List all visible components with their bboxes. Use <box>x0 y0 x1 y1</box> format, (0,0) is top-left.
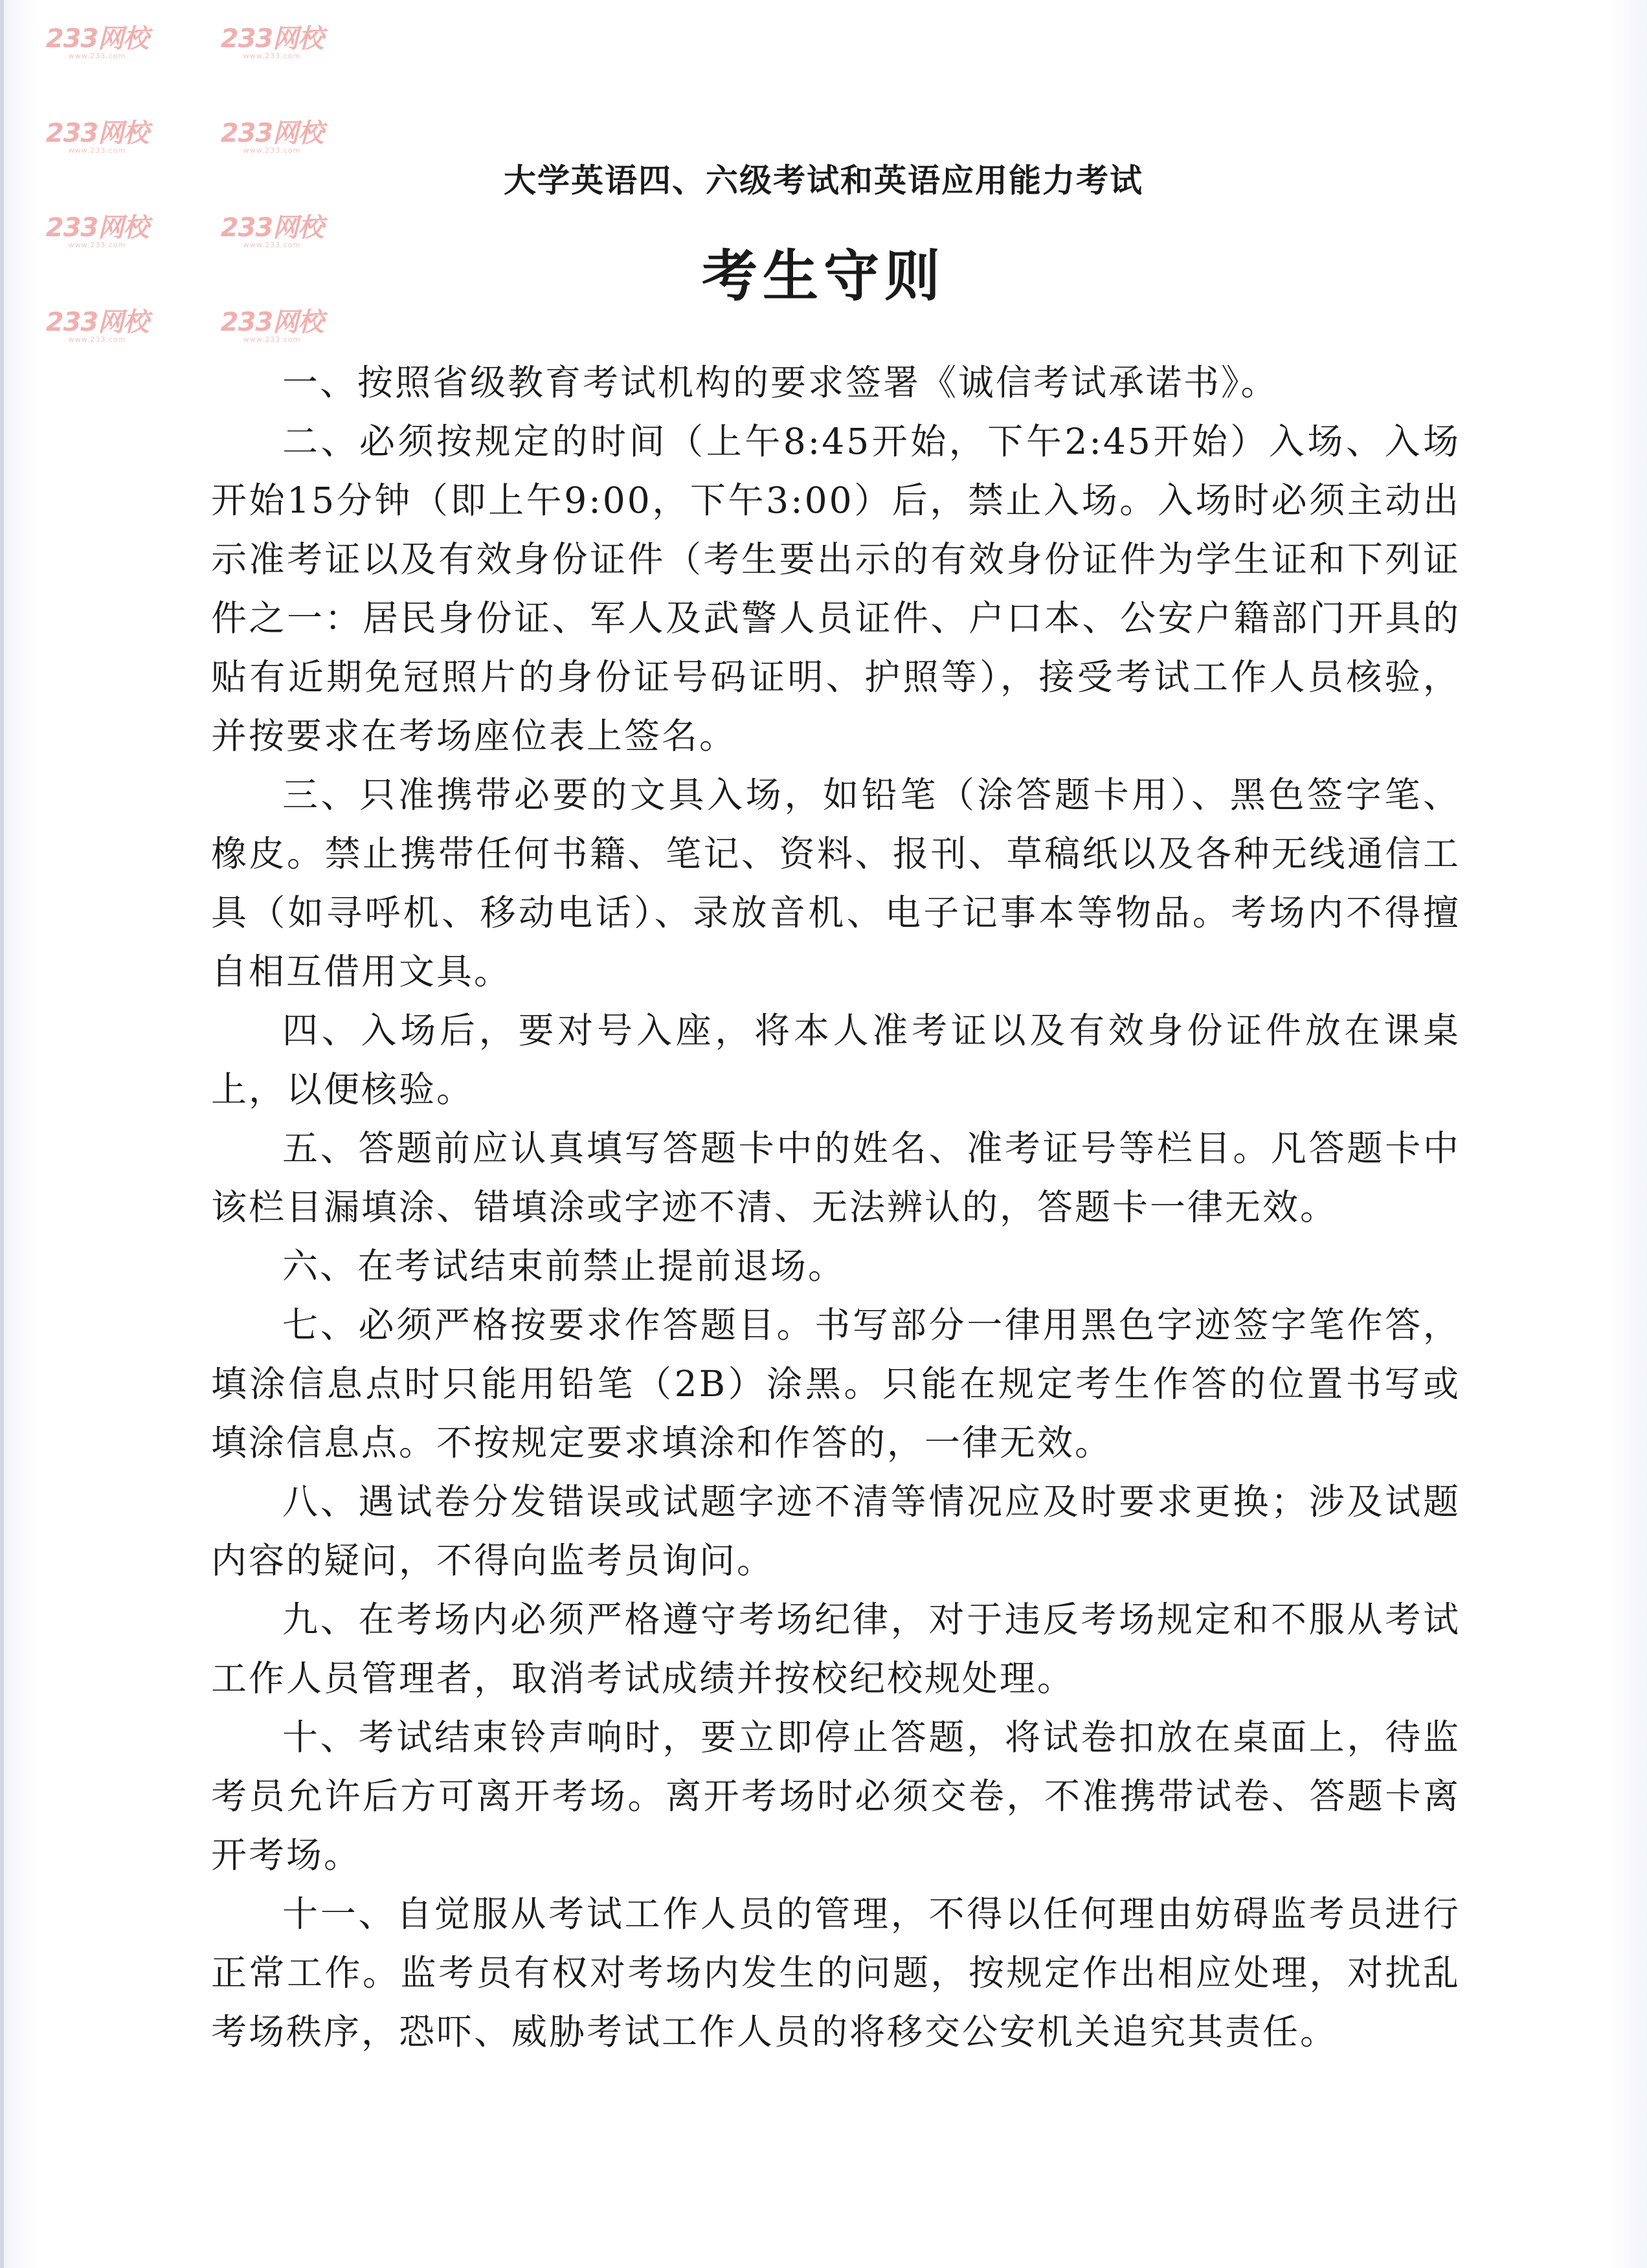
rules-body <box>211 353 1461 2062</box>
watermark-logo: 233网校 www.233.com <box>220 307 324 344</box>
watermark-logo: 233网校 www.233.com <box>45 213 149 249</box>
rule-paragraph: 三、只准携带必要的文具入场，如铅笔（涂答题卡用）、黑色签字笔、橡皮。禁止携带任何书籍、笔记、资料、报刊、草稿纸以及各种无线通信工具（如寻呼机、移动电话）、录放音机、电子记事本等物品。考场内不得擅自相互借用文具。 <box>211 774 1461 992</box>
rule-paragraph: 四、入场后，要对号入座，将本人准考证以及有效身份证件放在课桌上，以便核验。 <box>211 1010 1461 1110</box>
rule-paragraph: 八、遇试卷分发错误或试题字迹不清等情况应及时要求更换；涉及试题内容的疑问，不得向监考员询问。 <box>211 1481 1461 1581</box>
document-header: 大学英语四、六级考试和英语应用能力考试 <box>504 161 1143 199</box>
watermark-logo: 233网校 www.233.com <box>45 24 149 60</box>
rule-paragraph: 十、考试结束铃声响时，要立即停止答题，将试卷扣放在桌面上，待监考员允许后方可离开考场。离开考场时必须交卷，不准携带试卷、答题卡离开考场。 <box>211 1717 1461 1876</box>
watermark-logo: 233网校 www.233.com <box>45 118 149 155</box>
watermark-logo: 233网校 www.233.com <box>220 213 324 249</box>
rule-paragraph: 二、必须按规定的时间（上午8:45开始，下午2:45开始）入场、入场开始15分钟（即上午9:00，下午3:00）后，禁止入场。入场时必须主动出示准考证以及有效身份证件（考生要出示的有效身份证件为学生证和下列证件之一：居民身份证、军人及武警人员证件、户口本、公安户籍部门开具的贴有近期免冠照片的身份证号码证明、护照等），接受考试工作人员核验，并按要求在考场座位表上签名。 <box>211 421 1461 757</box>
rule-paragraph: 九、在考场内必须严格遵守考场纪律，对于违反考场规定和不服从考试工作人员管理者，取消考试成绩并按校纪校规处理。 <box>211 1599 1461 1699</box>
watermark-logo: 233网校 www.233.com <box>220 118 324 155</box>
rule-paragraph: 五、答题前应认真填写答题卡中的姓名、准考证号等栏目。凡答题卡中该栏目漏填涂、错填涂或字迹不清、无法辨认的，答题卡一律无效。 <box>211 1128 1461 1228</box>
page-edge-shadow <box>0 0 4 2268</box>
rule-paragraph: 十一、自觉服从考试工作人员的管理，不得以任何理由妨碍监考员进行正常工作。监考员有权对考场内发生的问题，按规定作出相应处理，对扰乱考场秩序，恐吓、威胁考试工作人员的将移交公安机关追究其责任。 <box>211 1893 1461 2052</box>
rule-paragraph: 一、按照省级教育考试机构的要求签署《诚信考试承诺书》。 <box>282 362 1279 403</box>
rule-paragraph: 六、在考试结束前禁止提前退场。 <box>282 1245 846 1287</box>
watermark-logo: 233网校 www.233.com <box>45 307 149 344</box>
watermark-logo: 233网校 www.233.com <box>220 24 324 60</box>
document-title: 考生守则 <box>702 243 945 309</box>
rule-paragraph: 七、必须严格按要求作答题目。书写部分一律用黑色字迹签字笔作答，填涂信息点时只能用铅笔（2B）涂黑。只能在规定考生作答的位置书写或填涂信息点。不按规定要求填涂和作答的，一律无效。 <box>211 1304 1461 1463</box>
